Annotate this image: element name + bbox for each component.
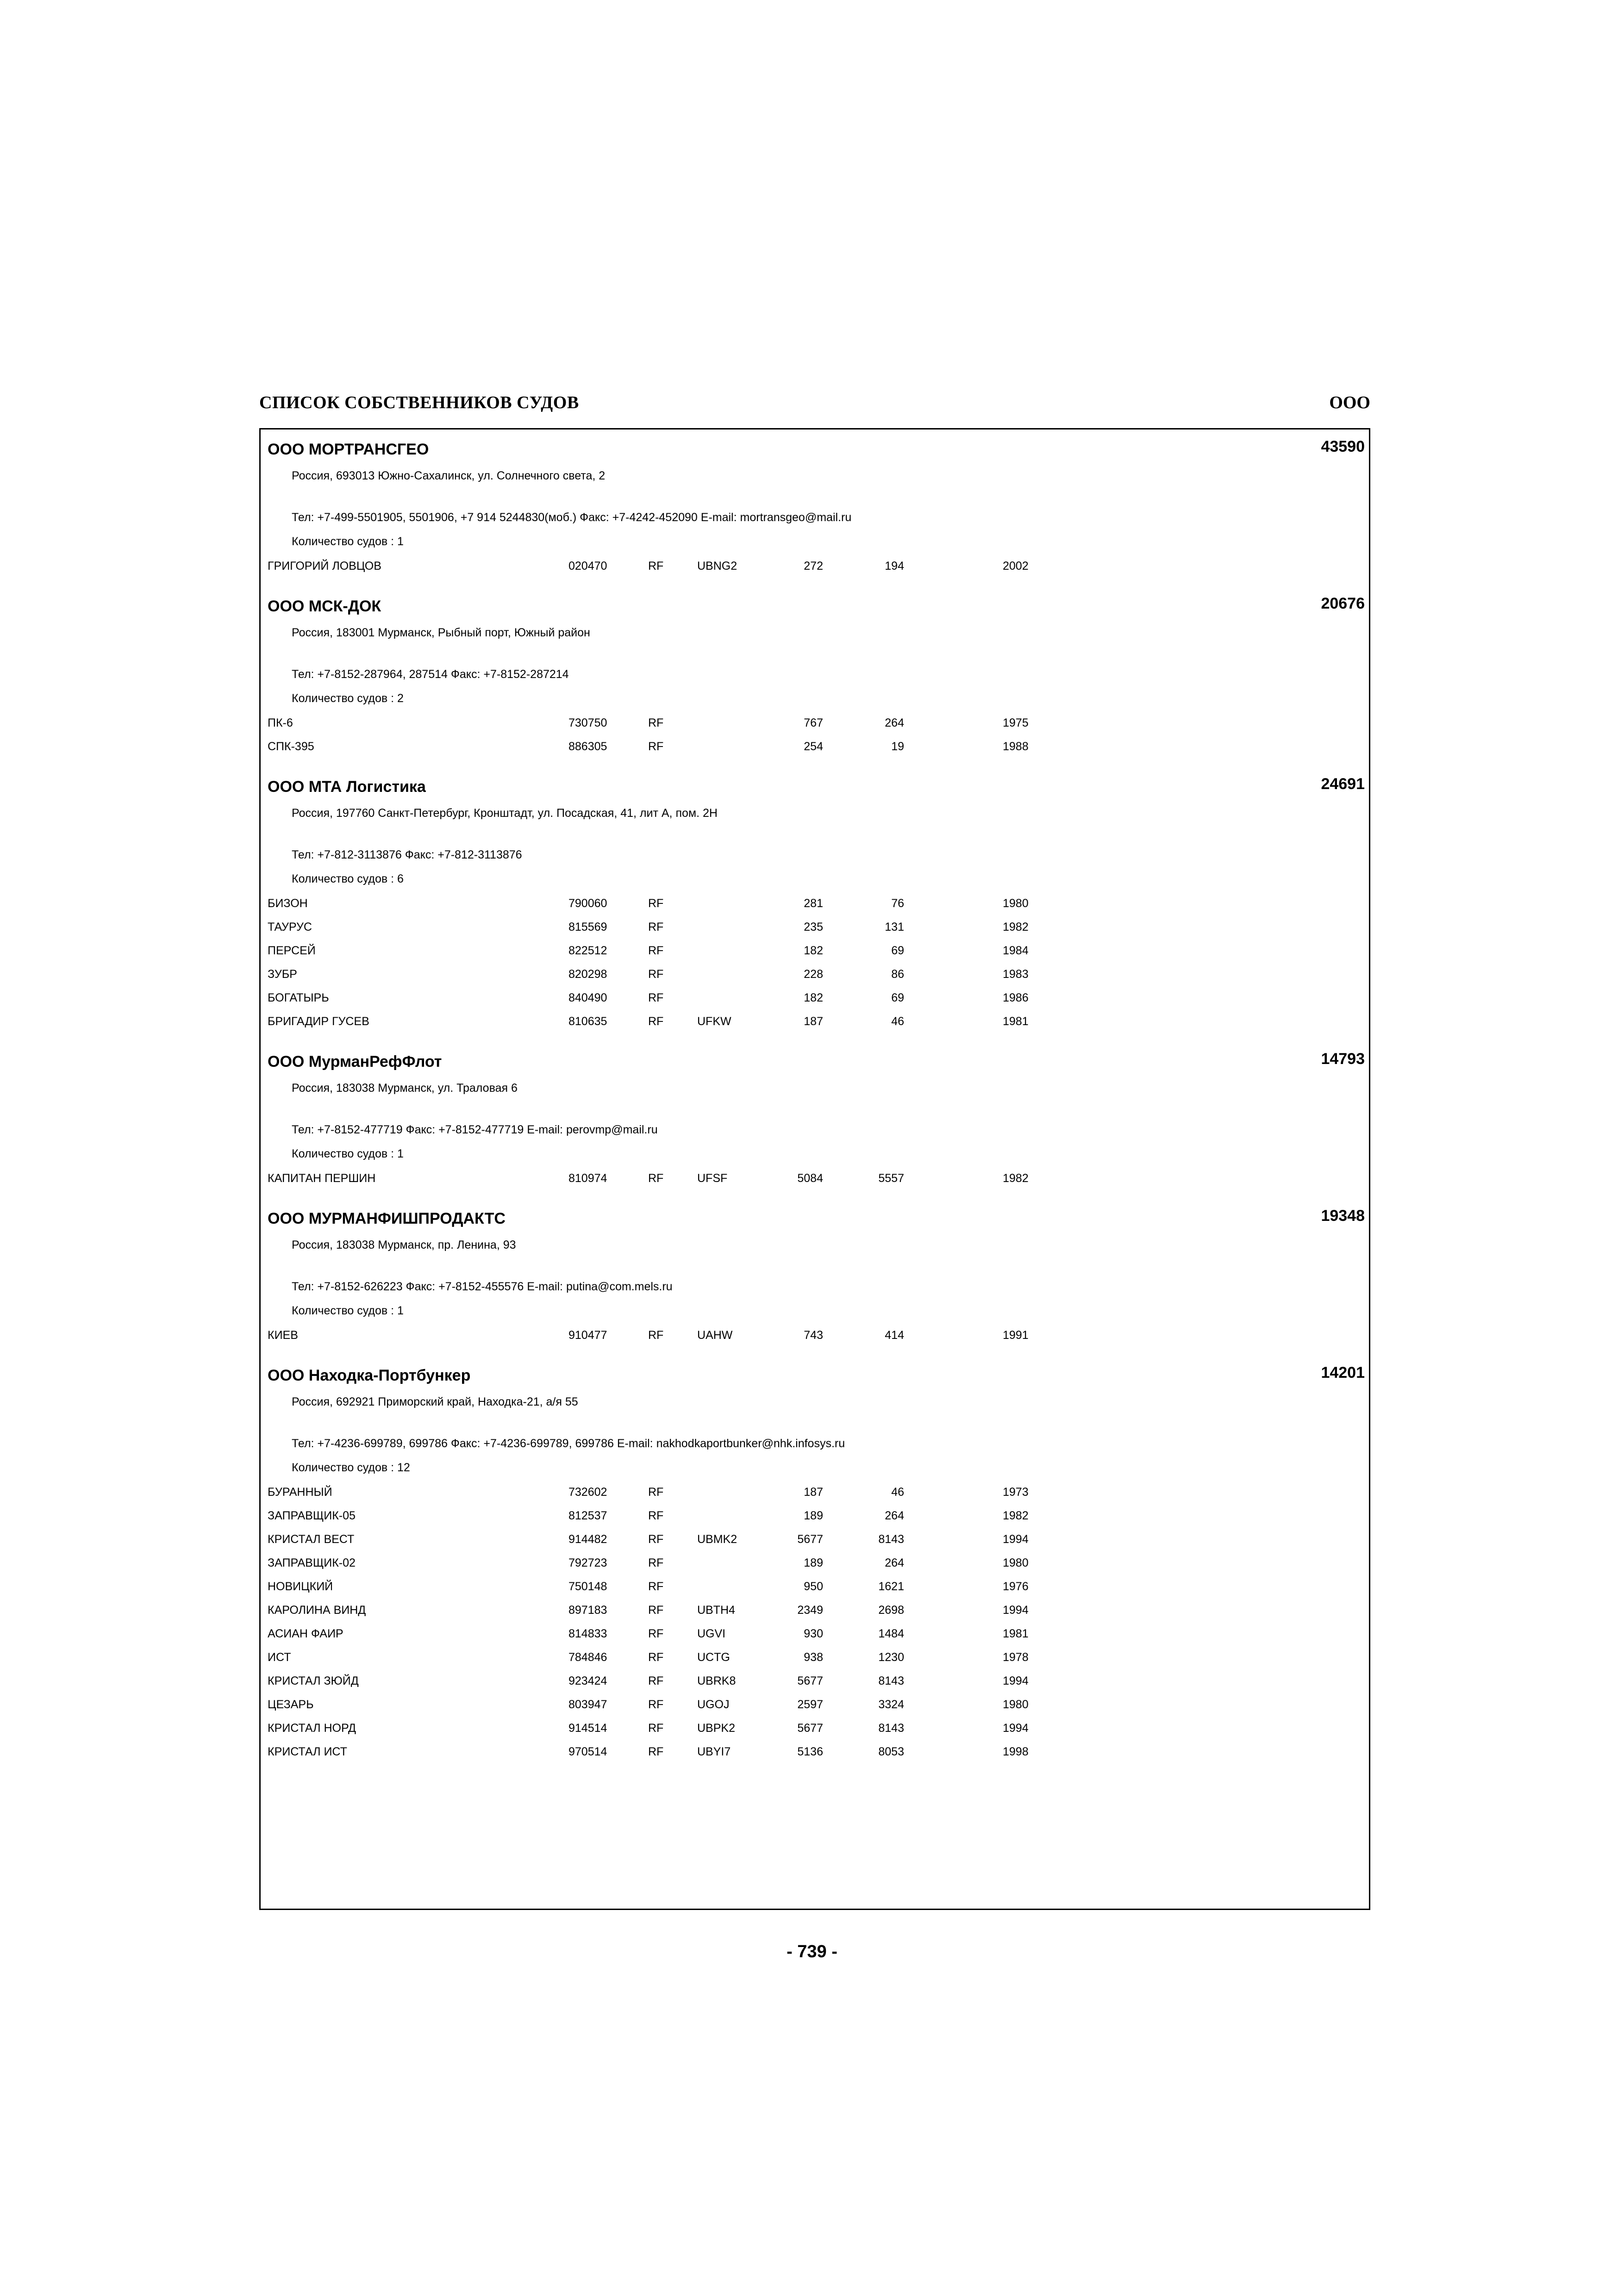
vessel-row xyxy=(268,1740,1365,1764)
vessel-flag: RF xyxy=(648,1674,664,1687)
vessel-flag: RF xyxy=(648,1722,664,1735)
vessel-call-sign: UFSF xyxy=(697,1172,728,1185)
vessel-build-year: 1991 xyxy=(1003,1329,1029,1342)
vessel-flag: RF xyxy=(648,1651,664,1664)
company-entry xyxy=(268,775,1365,1033)
vessel-flag: RF xyxy=(648,897,664,910)
vessel-name: БРИГАДИР ГУСЕВ xyxy=(268,1015,369,1028)
vessel-deadweight: 2698 xyxy=(878,1604,904,1617)
company-name: ООО МУРМАНФИШПРОДАКТС xyxy=(268,1210,506,1227)
vessel-deadweight: 8143 xyxy=(878,1674,904,1687)
vessel-build-year: 1973 xyxy=(1003,1486,1029,1499)
vessel-gross-tonnage: 5677 xyxy=(797,1674,823,1687)
vessel-row xyxy=(268,963,1365,986)
vessel-table xyxy=(268,1324,1365,1347)
vessel-flag: RF xyxy=(648,1329,664,1342)
content-frame xyxy=(259,428,1370,1910)
vessel-deadweight: 264 xyxy=(885,716,904,729)
company-list xyxy=(268,438,1365,1780)
company-id: 14201 xyxy=(1321,1364,1365,1381)
company-address: Россия, 183038 Мурманск, ул. Траловая 6 xyxy=(292,1082,518,1095)
vessel-gross-tonnage: 281 xyxy=(804,897,823,910)
vessel-call-sign: UGOJ xyxy=(697,1698,730,1711)
vessel-build-year: 1994 xyxy=(1003,1722,1029,1735)
vessel-name: ТАУРУС xyxy=(268,921,312,933)
vessel-build-year: 1994 xyxy=(1003,1533,1029,1546)
vessel-row xyxy=(268,986,1365,1010)
vessel-gross-tonnage: 189 xyxy=(804,1509,823,1522)
vessel-row xyxy=(268,1646,1365,1669)
vessel-deadweight: 264 xyxy=(885,1556,904,1569)
vessel-call-sign: UFKW xyxy=(697,1015,731,1028)
vessel-gross-tonnage: 187 xyxy=(804,1486,823,1499)
vessel-row xyxy=(268,1010,1365,1033)
vessel-name: ЗУБР xyxy=(268,968,297,981)
vessel-name: КАРОЛИНА ВИНД xyxy=(268,1604,366,1617)
vessel-flag: RF xyxy=(648,1698,664,1711)
company-address: Россия, 197760 Санкт-Петербург, Кронштадт, ул. Посадская, 41, лит А, пом. 2Н xyxy=(292,807,718,820)
vessel-row xyxy=(268,892,1365,915)
vessel-name: БИЗОН xyxy=(268,897,308,910)
vessel-flag: RF xyxy=(648,921,664,933)
vessel-reg-number: 792723 xyxy=(568,1556,607,1569)
company-id: 20676 xyxy=(1321,595,1365,612)
vessel-reg-number: 812537 xyxy=(568,1509,607,1522)
company-contacts: Тел: +7-499-5501905, 5501906, +7 914 5244830(моб.) Факс: +7-4242-452090 E-mail: mortransgeo@mail.ru xyxy=(292,511,852,524)
vessel-name: КРИСТАЛ ВЕСТ xyxy=(268,1533,355,1546)
company-entry xyxy=(268,595,1365,759)
vessel-build-year: 2002 xyxy=(1003,560,1029,572)
vessel-name: АСИАН ФАИР xyxy=(268,1627,344,1640)
vessel-count: Количество судов : 1 xyxy=(292,1304,404,1317)
company-id: 24691 xyxy=(1321,775,1365,793)
vessel-name: КИЕВ xyxy=(268,1329,298,1342)
company-entry xyxy=(268,1050,1365,1190)
vessel-build-year: 1981 xyxy=(1003,1015,1029,1028)
vessel-name: ЦЕЗАРЬ xyxy=(268,1698,314,1711)
vessel-deadweight: 414 xyxy=(885,1329,904,1342)
vessel-row xyxy=(268,554,1365,578)
vessel-gross-tonnage: 743 xyxy=(804,1329,823,1342)
vessel-table xyxy=(268,1167,1365,1190)
vessel-build-year: 1975 xyxy=(1003,716,1029,729)
vessel-row xyxy=(268,1481,1365,1504)
vessel-reg-number: 820298 xyxy=(568,968,607,981)
vessel-deadweight: 76 xyxy=(891,897,904,910)
vessel-name: БОГАТЫРЬ xyxy=(268,991,329,1004)
vessel-reg-number: 970514 xyxy=(568,1745,607,1758)
vessel-build-year: 1982 xyxy=(1003,1172,1029,1185)
vessel-call-sign: UBMK2 xyxy=(697,1533,737,1546)
vessel-gross-tonnage: 5136 xyxy=(797,1745,823,1758)
vessel-gross-tonnage: 5084 xyxy=(797,1172,823,1185)
page-header xyxy=(259,392,1370,420)
vessel-deadweight: 8143 xyxy=(878,1722,904,1735)
vessel-count: Количество судов : 2 xyxy=(292,692,404,705)
vessel-table xyxy=(268,892,1365,1033)
vessel-reg-number: 914482 xyxy=(568,1533,607,1546)
vessel-call-sign: UBPK2 xyxy=(697,1722,735,1735)
vessel-call-sign: UAHW xyxy=(697,1329,733,1342)
vessel-row xyxy=(268,1717,1365,1740)
vessel-deadweight: 194 xyxy=(885,560,904,572)
vessel-call-sign: UBYI7 xyxy=(697,1745,731,1758)
vessel-name: БУРАННЫЙ xyxy=(268,1486,332,1499)
vessel-flag: RF xyxy=(648,968,664,981)
vessel-gross-tonnage: 938 xyxy=(804,1651,823,1664)
vessel-row xyxy=(268,939,1365,963)
vessel-name: НОВИЦКИЙ xyxy=(268,1580,333,1593)
vessel-flag: RF xyxy=(648,1533,664,1546)
vessel-deadweight: 131 xyxy=(885,921,904,933)
company-address: Россия, 183038 Мурманск, пр. Ленина, 93 xyxy=(292,1238,516,1251)
section-label: ООО xyxy=(1329,393,1370,412)
company-name: ООО МурманРефФлот xyxy=(268,1053,442,1070)
company-contacts: Тел: +7-8152-477719 Факс: +7-8152-477719 E-mail: perovmp@mail.ru xyxy=(292,1123,658,1136)
vessel-reg-number: 810974 xyxy=(568,1172,607,1185)
vessel-name: ИСТ xyxy=(268,1651,291,1664)
vessel-row xyxy=(268,1528,1365,1551)
vessel-deadweight: 5557 xyxy=(878,1172,904,1185)
company-id: 14793 xyxy=(1321,1050,1365,1068)
vessel-flag: RF xyxy=(648,560,664,572)
vessel-flag: RF xyxy=(648,1015,664,1028)
vessel-flag: RF xyxy=(648,1172,664,1185)
vessel-gross-tonnage: 930 xyxy=(804,1627,823,1640)
vessel-call-sign: UGVI xyxy=(697,1627,726,1640)
company-contacts: Тел: +7-812-3113876 Факс: +7-812-3113876 xyxy=(292,848,522,861)
vessel-row xyxy=(268,1622,1365,1646)
vessel-reg-number: 814833 xyxy=(568,1627,607,1640)
vessel-row xyxy=(268,1504,1365,1528)
vessel-count: Количество судов : 1 xyxy=(292,535,404,548)
vessel-flag: RF xyxy=(648,1556,664,1569)
vessel-gross-tonnage: 254 xyxy=(804,740,823,753)
vessel-table xyxy=(268,554,1365,578)
vessel-gross-tonnage: 767 xyxy=(804,716,823,729)
company-header xyxy=(268,438,1365,464)
company-address: Россия, 693013 Южно-Сахалинск, ул. Солнечного света, 2 xyxy=(292,469,606,482)
vessel-flag: RF xyxy=(648,944,664,957)
vessel-flag: RF xyxy=(648,1509,664,1522)
vessel-reg-number: 886305 xyxy=(568,740,607,753)
vessel-name: КРИСТАЛ ЗЮЙД xyxy=(268,1674,359,1687)
vessel-build-year: 1994 xyxy=(1003,1604,1029,1617)
vessel-row xyxy=(268,1575,1365,1599)
vessel-name: ПК-6 xyxy=(268,716,293,729)
vessel-flag: RF xyxy=(648,1486,664,1499)
vessel-row xyxy=(268,711,1365,735)
vessel-reg-number: 790060 xyxy=(568,897,607,910)
vessel-build-year: 1982 xyxy=(1003,921,1029,933)
vessel-row xyxy=(268,1693,1365,1717)
vessel-call-sign: UBRK8 xyxy=(697,1674,736,1687)
vessel-name: ЗАПРАВЩИК-05 xyxy=(268,1509,356,1522)
company-header xyxy=(268,775,1365,801)
vessel-row xyxy=(268,1551,1365,1575)
vessel-name: КРИСТАЛ НОРД xyxy=(268,1722,356,1735)
vessel-table xyxy=(268,1481,1365,1764)
company-contacts: Тел: +7-8152-626223 Факс: +7-8152-455576 E-mail: putina@com.mels.ru xyxy=(292,1280,673,1293)
vessel-build-year: 1988 xyxy=(1003,740,1029,753)
vessel-gross-tonnage: 182 xyxy=(804,991,823,1004)
vessel-build-year: 1978 xyxy=(1003,1651,1029,1664)
company-name: ООО МТА Логистика xyxy=(268,778,426,796)
vessel-gross-tonnage: 228 xyxy=(804,968,823,981)
vessel-deadweight: 46 xyxy=(891,1015,904,1028)
page-title: СПИСОК СОБСТВЕННИКОВ СУДОВ xyxy=(259,393,579,412)
vessel-reg-number: 732602 xyxy=(568,1486,607,1499)
vessel-deadweight: 8053 xyxy=(878,1745,904,1758)
page-number: - 739 - xyxy=(787,1942,837,1961)
vessel-build-year: 1986 xyxy=(1003,991,1029,1004)
vessel-build-year: 1976 xyxy=(1003,1580,1029,1593)
vessel-deadweight: 86 xyxy=(891,968,904,981)
vessel-name: СПК-395 xyxy=(268,740,314,753)
vessel-flag: RF xyxy=(648,991,664,1004)
vessel-gross-tonnage: 2349 xyxy=(797,1604,823,1617)
company-contacts: Тел: +7-4236-699789, 699786 Факс: +7-4236-699789, 699786 E-mail: nakhodkaportbunker@nhk.infosys.ru xyxy=(292,1437,845,1450)
vessel-call-sign: UCTG xyxy=(697,1651,730,1664)
company-id: 19348 xyxy=(1321,1207,1365,1225)
company-entry xyxy=(268,1207,1365,1347)
vessel-deadweight: 46 xyxy=(891,1486,904,1499)
vessel-build-year: 1998 xyxy=(1003,1745,1029,1758)
vessel-flag: RF xyxy=(648,740,664,753)
company-name: ООО МСК-ДОК xyxy=(268,597,381,615)
vessel-build-year: 1983 xyxy=(1003,968,1029,981)
vessel-row xyxy=(268,735,1365,759)
vessel-gross-tonnage: 2597 xyxy=(797,1698,823,1711)
company-header xyxy=(268,1207,1365,1233)
vessel-gross-tonnage: 272 xyxy=(804,560,823,572)
vessel-flag: RF xyxy=(648,716,664,729)
vessel-build-year: 1994 xyxy=(1003,1674,1029,1687)
vessel-deadweight: 69 xyxy=(891,991,904,1004)
vessel-gross-tonnage: 235 xyxy=(804,921,823,933)
vessel-build-year: 1980 xyxy=(1003,897,1029,910)
vessel-name: ГРИГОРИЙ ЛОВЦОВ xyxy=(268,560,381,572)
vessel-count: Количество судов : 12 xyxy=(292,1461,410,1474)
vessel-reg-number: 840490 xyxy=(568,991,607,1004)
company-address: Россия, 692921 Приморский край, Находка-21, а/я 55 xyxy=(292,1395,578,1408)
vessel-gross-tonnage: 182 xyxy=(804,944,823,957)
vessel-deadweight: 19 xyxy=(891,740,904,753)
company-header xyxy=(268,1050,1365,1076)
vessel-flag: RF xyxy=(648,1580,664,1593)
company-name: ООО Находка-Портбункер xyxy=(268,1367,471,1384)
vessel-gross-tonnage: 950 xyxy=(804,1580,823,1593)
company-header xyxy=(268,1364,1365,1390)
vessel-count: Количество судов : 1 xyxy=(292,1147,404,1160)
vessel-deadweight: 1621 xyxy=(878,1580,904,1593)
vessel-table xyxy=(268,711,1365,759)
vessel-reg-number: 784846 xyxy=(568,1651,607,1664)
vessel-flag: RF xyxy=(648,1604,664,1617)
vessel-deadweight: 1484 xyxy=(878,1627,904,1640)
vessel-build-year: 1980 xyxy=(1003,1698,1029,1711)
vessel-build-year: 1980 xyxy=(1003,1556,1029,1569)
vessel-reg-number: 822512 xyxy=(568,944,607,957)
vessel-build-year: 1981 xyxy=(1003,1627,1029,1640)
vessel-flag: RF xyxy=(648,1627,664,1640)
vessel-count: Количество судов : 6 xyxy=(292,872,404,885)
company-id: 43590 xyxy=(1321,438,1365,455)
vessel-name: КРИСТАЛ ИСТ xyxy=(268,1745,347,1758)
company-contacts: Тел: +7-8152-287964, 287514 Факс: +7-8152-287214 xyxy=(292,668,569,681)
company-entry xyxy=(268,438,1365,578)
vessel-gross-tonnage: 5677 xyxy=(797,1722,823,1735)
vessel-reg-number: 910477 xyxy=(568,1329,607,1342)
vessel-name: ПЕРСЕЙ xyxy=(268,944,316,957)
vessel-call-sign: UBTH4 xyxy=(697,1604,735,1617)
vessel-name: ЗАПРАВЩИК-02 xyxy=(268,1556,356,1569)
vessel-call-sign: UBNG2 xyxy=(697,560,737,572)
company-entry xyxy=(268,1364,1365,1764)
vessel-reg-number: 815569 xyxy=(568,921,607,933)
vessel-gross-tonnage: 5677 xyxy=(797,1533,823,1546)
vessel-gross-tonnage: 189 xyxy=(804,1556,823,1569)
vessel-name: КАПИТАН ПЕРШИН xyxy=(268,1172,376,1185)
vessel-row xyxy=(268,1599,1365,1622)
company-address: Россия, 183001 Мурманск, Рыбный порт, Южный район xyxy=(292,626,590,639)
vessel-deadweight: 1230 xyxy=(878,1651,904,1664)
vessel-gross-tonnage: 187 xyxy=(804,1015,823,1028)
vessel-deadweight: 69 xyxy=(891,944,904,957)
vessel-deadweight: 264 xyxy=(885,1509,904,1522)
vessel-reg-number: 730750 xyxy=(568,716,607,729)
vessel-row xyxy=(268,915,1365,939)
vessel-reg-number: 923424 xyxy=(568,1674,607,1687)
vessel-build-year: 1984 xyxy=(1003,944,1029,957)
vessel-reg-number: 897183 xyxy=(568,1604,607,1617)
vessel-build-year: 1982 xyxy=(1003,1509,1029,1522)
vessel-reg-number: 750148 xyxy=(568,1580,607,1593)
vessel-row xyxy=(268,1167,1365,1190)
company-name: ООО МОРТРАНСГЕО xyxy=(268,441,429,458)
vessel-reg-number: 020470 xyxy=(568,560,607,572)
vessel-reg-number: 914514 xyxy=(568,1722,607,1735)
company-header xyxy=(268,595,1365,621)
vessel-deadweight: 8143 xyxy=(878,1533,904,1546)
vessel-deadweight: 3324 xyxy=(878,1698,904,1711)
vessel-reg-number: 803947 xyxy=(568,1698,607,1711)
vessel-reg-number: 810635 xyxy=(568,1015,607,1028)
vessel-row xyxy=(268,1669,1365,1693)
vessel-row xyxy=(268,1324,1365,1347)
vessel-flag: RF xyxy=(648,1745,664,1758)
